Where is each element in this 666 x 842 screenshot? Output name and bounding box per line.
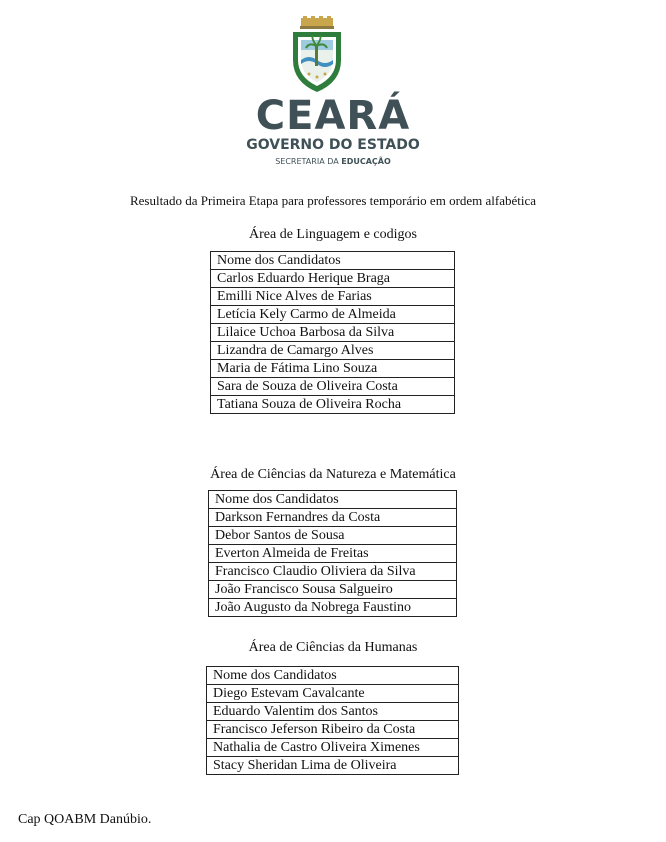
- table-cell: Darkson Fernandres da Costa: [209, 509, 457, 527]
- table-header-row: [211, 252, 455, 270]
- table-cell: Francisco Claudio Oliviera da Silva: [209, 563, 457, 581]
- section-title-linguagem: Área de Linguagem e codigos: [249, 227, 417, 242]
- table-row: [211, 288, 455, 306]
- table-cell: Tatiana Souza de Oliveira Rocha: [211, 396, 455, 414]
- table-cell: Eduardo Valentim dos Santos: [207, 703, 459, 721]
- candidates-table-linguagem: [210, 251, 455, 414]
- brand-name: CEARÁ: [255, 93, 411, 139]
- table-header-cell: Nome dos Candidatos: [209, 491, 457, 509]
- table-cell: João Augusto da Nobrega Faustino: [209, 599, 457, 617]
- table-cell: João Francisco Sousa Salgueiro: [209, 581, 457, 599]
- section-title-ciencias-natureza: Área de Ciências da Natureza e Matemática: [210, 467, 456, 482]
- table-row: [211, 270, 455, 288]
- table-row: [207, 739, 459, 757]
- page-header: [0, 0, 666, 180]
- table-cell: Carlos Eduardo Herique Braga: [211, 270, 455, 288]
- table-cell: Maria de Fátima Lino Souza: [211, 360, 455, 378]
- table-cell: Debor Santos de Sousa: [209, 527, 457, 545]
- table-cell: Everton Almeida de Freitas: [209, 545, 457, 563]
- table-row: [211, 396, 455, 414]
- table-row: [207, 685, 459, 703]
- table-cell: Lilaice Uchoa Barbosa da Silva: [211, 324, 455, 342]
- table-cell: Sara de Souza de Oliveira Costa: [211, 378, 455, 396]
- table-row: [207, 757, 459, 775]
- table-row: [209, 527, 457, 545]
- table-row: [209, 545, 457, 563]
- table-cell: Nathalia de Castro Oliveira Ximenes: [207, 739, 459, 757]
- table-header-cell: Nome dos Candidatos: [207, 667, 459, 685]
- signature: Cap QOABM Danúbio.: [18, 812, 152, 827]
- brand-department: [0, 157, 666, 167]
- ceara-coat-of-arms-icon: [289, 16, 345, 94]
- table-cell: Stacy Sheridan Lima de Oliveira: [207, 757, 459, 775]
- table-row: [207, 703, 459, 721]
- table-cell: Francisco Jeferson Ribeiro da Costa: [207, 721, 459, 739]
- brand-department-bold: EDUCAÇÃO: [341, 157, 391, 166]
- table-row: [211, 378, 455, 396]
- table-row: [211, 342, 455, 360]
- candidates-table-ciencias-natureza: [208, 490, 457, 617]
- table-row: [209, 581, 457, 599]
- table-row: [209, 599, 457, 617]
- table-row: [211, 306, 455, 324]
- candidates-table-ciencias-humanas: [206, 666, 459, 775]
- table-cell: Diego Estevam Cavalcante: [207, 685, 459, 703]
- table-row: [211, 324, 455, 342]
- table-cell: Lizandra de Camargo Alves: [211, 342, 455, 360]
- table-cell: Emilli Nice Alves de Farias: [211, 288, 455, 306]
- table-row: [207, 721, 459, 739]
- table-header-row: [207, 667, 459, 685]
- table-cell: Letícia Kely Carmo de Almeida: [211, 306, 455, 324]
- section-title-ciencias-humanas: Área de Ciências da Humanas: [248, 640, 418, 655]
- table-row: [211, 360, 455, 378]
- table-header-row: [209, 491, 457, 509]
- document-title: Resultado da Primeira Etapa para professores temporário em ordem alfabética: [129, 193, 537, 208]
- table-row: [209, 563, 457, 581]
- brand-department-prefix: SECRETARIA DA: [275, 157, 339, 166]
- brand-subtitle: GOVERNO DO ESTADO: [246, 137, 420, 153]
- table-header-cell: Nome dos Candidatos: [211, 252, 455, 270]
- table-row: [209, 509, 457, 527]
